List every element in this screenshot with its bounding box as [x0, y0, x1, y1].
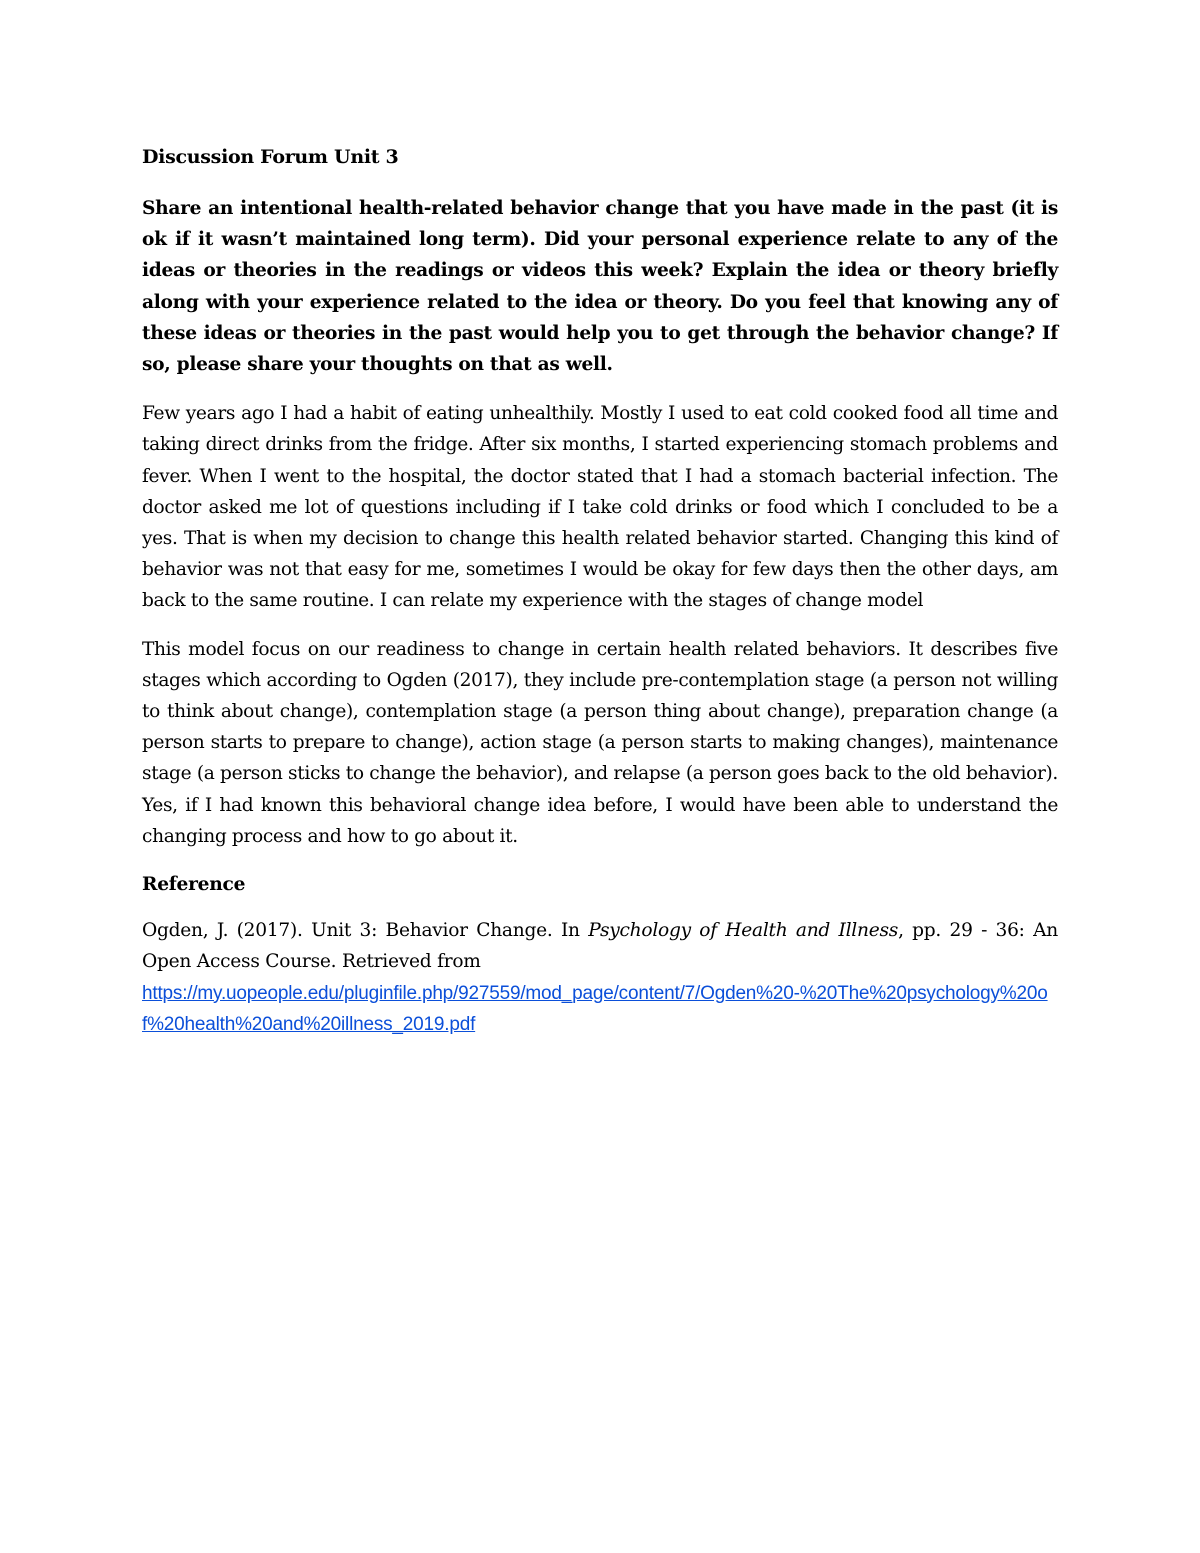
document-page	[142, 140, 1058, 1040]
book-title: Psychology of Health and Illness	[588, 920, 899, 942]
reference-heading: Reference	[142, 874, 246, 896]
discussion-prompt: Share an intentional health-related behavior change that you have made in the past (it is ok if it wasn’t maintained long term). Did your personal experience relate to any of the ideas or theories in the readings or videos this week? Explain the idea or theory briefly along with your experience related to the idea or theory. Do you feel that knowing any of these ideas or theories in the past would help you to get through the behavior change? If so, please share your thoughts on that as well.	[142, 198, 1058, 376]
reference-url-link[interactable]: https://my.uopeople.edu/pluginfile.php/927559/mod_page/content/7/Ogden%20-%20The%20psychology%20of%20health%20and%20illness_2019.pdf	[142, 982, 1048, 1035]
reference-entry	[142, 915, 1058, 1040]
citation-text-after: , pp. 29 - 36: An Open Access Course. Retrieved from	[142, 920, 1059, 973]
page-title: Discussion Forum Unit 3	[142, 146, 399, 168]
body-paragraph-2: This model focus on our readiness to change in certain health related behaviors. It describes five stages which according to Ogden (2017), they include pre-contemplation stage (a person not willing to think about change), contemplation stage (a person thing about change), preparation change (a person starts to prepare to change), action stage (a person starts to making changes), maintenance stage (a person sticks to change the behavior), and relapse (a person goes back to the old behavior). Yes, if I had known this behavioral change idea before, I would have been able to understand the changing process and how to go about it.	[142, 638, 1058, 847]
citation-text-before: Ogden, J. (2017). Unit 3: Behavior Change. In	[142, 920, 589, 942]
body-paragraph-1: Few years ago I had a habit of eating unhealthily. Mostly I used to eat cold cooked food all time and taking direct drinks from the fridge. After six months, I started experiencing stomach problems and fever. When I went to the hospital, the doctor stated that I had a stomach bacterial infection. The doctor asked me lot of questions including if I take cold drinks or food which I concluded to be a yes. That is when my decision to change this health related behavior started. Changing this kind of behavior was not that easy for me, sometimes I would be okay for few days then the other days, am back to the same routine. I can relate my experience with the stages of change model	[142, 403, 1058, 612]
